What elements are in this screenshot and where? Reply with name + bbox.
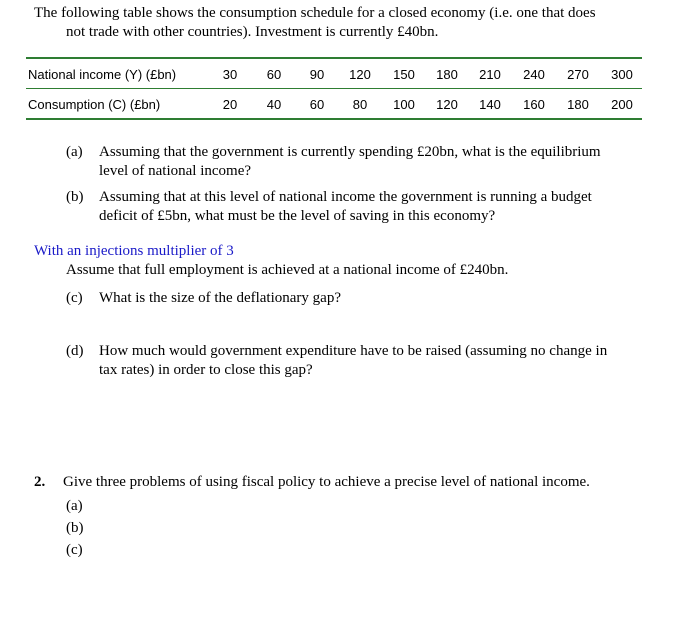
question-text-line-1: What is the size of the deflationary gap? <box>99 290 341 306</box>
table-cell: 60 <box>266 67 282 82</box>
consumption-table <box>26 57 642 120</box>
question-text-line-1: Assuming that the government is currently spending £20bn, what is the equilibrium <box>99 144 601 160</box>
full-employment-note: Assume that full employment is achieved at a national income of £240bn. <box>66 262 509 278</box>
question-text-line-1: Assuming that at this level of national income the government is running a budget <box>99 189 592 205</box>
question-text-line-2: tax rates) in order to close this gap? <box>99 362 313 378</box>
table-cell: 90 <box>309 67 325 82</box>
question-tag: (c) <box>66 290 83 306</box>
table-cell: 200 <box>611 97 633 112</box>
question-tag: (a) <box>66 144 83 160</box>
intro-line-1: The following table shows the consumption schedule for a closed economy (i.e. one that does <box>34 5 596 21</box>
question-c <box>66 289 666 309</box>
intro-line-2: not trade with other countries). Investment is currently £40bn. <box>66 24 439 40</box>
intro-paragraph <box>34 4 654 42</box>
table-cell: 140 <box>479 97 501 112</box>
multiplier-note: With an injections multiplier of 3 <box>34 243 234 259</box>
table-cell: 300 <box>611 67 633 82</box>
table-cell: 120 <box>436 97 458 112</box>
question-tag: (d) <box>66 343 84 359</box>
question-a <box>66 143 666 183</box>
answer-slot-b: (b) <box>66 520 84 536</box>
question-d <box>66 342 666 382</box>
answer-slot-a: (a) <box>66 498 83 514</box>
table-cell: 80 <box>352 97 368 112</box>
table-cell: 160 <box>523 97 545 112</box>
table-row-consumption <box>26 89 642 118</box>
answer-slot-c: (c) <box>66 542 83 558</box>
question-text-line-1: How much would government expenditure have to be raised (assuming no change in <box>99 343 608 359</box>
table-cell: 60 <box>309 97 325 112</box>
table-cell: 20 <box>222 97 238 112</box>
question-text-line-2: level of national income? <box>99 163 252 179</box>
table-row-national-income <box>26 59 642 88</box>
question-2 <box>34 474 590 491</box>
table-cell: 240 <box>523 67 545 82</box>
question-text-line-2: deficit of £5bn, what must be the level of saving in this economy? <box>99 208 496 224</box>
table-cell: 120 <box>349 67 371 82</box>
table-cell: 270 <box>567 67 589 82</box>
table-cell: 180 <box>436 67 458 82</box>
table-cell: 100 <box>393 97 415 112</box>
table-bottom-rule <box>26 118 642 120</box>
question-2-text: Give three problems of using fiscal policy to achieve a precise level of national income. <box>63 474 590 490</box>
question-b <box>66 188 666 228</box>
table-cell: 150 <box>393 67 415 82</box>
table-cell: 210 <box>479 67 501 82</box>
question-tag: (b) <box>66 189 84 205</box>
table-cell: 180 <box>567 97 589 112</box>
row-label: Consumption (C) (£bn) <box>28 97 161 112</box>
question-number: 2. <box>34 474 46 490</box>
row-label: National income (Y) (£bn) <box>28 67 177 82</box>
table-cell: 30 <box>222 67 238 82</box>
table-cell: 40 <box>266 97 282 112</box>
